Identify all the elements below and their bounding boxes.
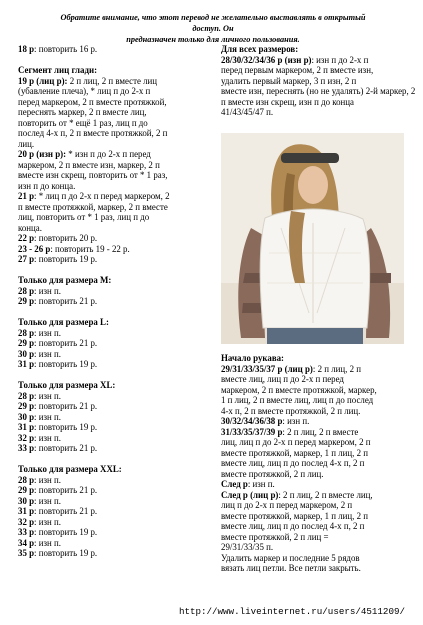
instruction-text: : повторить 19 р.: [34, 422, 98, 432]
instruction-text: вместе изн, переснять (но не удалять) 2-й маркер, 2: [221, 86, 416, 96]
row-label: 34 р: [18, 537, 35, 548]
row-label: 29 р: [18, 401, 35, 411]
instruction-text: переснять маркер, 2 п вместе лиц,: [18, 107, 147, 117]
instruction-line: [18, 118, 218, 129]
instruction-line: [221, 364, 409, 375]
instruction-line: [18, 433, 218, 444]
instruction-line: [221, 437, 409, 448]
row-label: 29 р: [18, 296, 35, 306]
row-label: 29 р: [18, 338, 35, 348]
model-photo-illustration: [221, 133, 404, 344]
instruction-line: [221, 553, 409, 564]
instruction-line: [221, 521, 409, 532]
instruction-text: вместе протяжкой, маркер, 1 п лиц, 2 п: [221, 447, 368, 458]
right-bottom-text-column: [221, 353, 409, 574]
instruction-line: [221, 511, 409, 522]
instruction-line: [221, 65, 409, 76]
row-label: 31 р: [18, 359, 35, 369]
instruction-text: вместе протяжкой, 2 п лиц =: [221, 531, 329, 542]
row-label: 28 р: [18, 327, 35, 338]
instruction-text: : повторить 21 р.: [34, 485, 98, 495]
instruction-line: [221, 97, 409, 108]
instruction-line: [18, 412, 218, 423]
instruction-line: [18, 212, 218, 223]
instruction-text: вязать лиц петли. Все петли закрыть.: [221, 563, 361, 573]
instruction-line: [18, 149, 218, 160]
instruction-text: 2 п лиц, 2 п вместе лиц: [67, 75, 158, 86]
instruction-text: повторить от * ещё 1 раз, лиц п до: [18, 117, 148, 128]
instruction-line: [18, 359, 218, 370]
row-label: 30 р: [18, 348, 35, 359]
instruction-text: : повторить 20 р.: [34, 233, 98, 243]
blank-line: [18, 454, 218, 465]
instruction-line: [18, 139, 218, 150]
instruction-line: [18, 244, 218, 255]
instruction-text: лиц.: [18, 138, 35, 149]
instruction-text: 29/31/33/35 п.: [221, 542, 274, 552]
instruction-line: [18, 517, 218, 528]
instruction-text: : изн п.: [34, 390, 61, 401]
row-label: 31 р: [18, 422, 35, 432]
instruction-text: перед первым маркером, 2 п вместе изн,: [221, 65, 374, 75]
instruction-line: [18, 160, 218, 171]
row-label: 29/31/33/35/37 р (лиц р): [221, 363, 313, 374]
instruction-text: : повторить 21 р.: [34, 506, 98, 516]
instruction-line: [18, 97, 218, 108]
instruction-text: вместе протяжкой, маркер, 1 п лиц, 2 п: [221, 510, 368, 521]
instruction-text: послед 4-х п, 2 п вместе протяжкой, 2 п: [18, 128, 168, 138]
section-heading: Только для размера M:: [18, 275, 112, 285]
instruction-line: [221, 458, 409, 469]
instruction-line: [18, 527, 218, 538]
instruction-line: [18, 128, 218, 139]
row-label: 35 р: [18, 548, 35, 558]
row-label: 22 р: [18, 233, 35, 243]
instruction-text: (убавление плеча), * лиц п до 2-х п: [18, 86, 151, 96]
row-label: След р (лиц р): [221, 489, 279, 500]
instruction-line: [18, 485, 218, 496]
instruction-line: [221, 427, 409, 438]
instruction-text: : 2 п лиц, 2 п вместе: [282, 426, 359, 437]
instruction-text: перед маркером, 2 п вместе протяжкой,: [18, 96, 167, 107]
instruction-text: лиц п до 2-х п перед маркером, 2 п: [221, 500, 353, 510]
source-url: http://www.liveinternet.ru/users/4511209/: [178, 606, 405, 617]
section-heading: Начало рукава:: [221, 353, 284, 363]
instruction-text: 1 п лиц, 2 п вместе лиц, лиц п до послед: [221, 395, 374, 405]
section-heading: Сегмент лиц глади:: [18, 65, 98, 75]
instruction-line: [18, 506, 218, 517]
instruction-line: [221, 490, 409, 501]
instruction-line: [221, 395, 409, 406]
instruction-text: удалить первый маркер, 3 п изн, 2 п: [221, 75, 357, 86]
instruction-line: [18, 170, 218, 181]
row-label: 28 р: [18, 390, 35, 401]
row-label: След р: [221, 479, 248, 489]
instruction-line: [18, 422, 218, 433]
instruction-line: [18, 475, 218, 486]
model-photo: [221, 133, 404, 344]
instruction-line: [221, 448, 409, 459]
instruction-text: : изн п.: [34, 348, 61, 359]
instruction-line: [18, 349, 218, 360]
instruction-line: [18, 86, 218, 97]
right-top-text-column: [221, 44, 416, 118]
instruction-text: : изн п.: [34, 516, 61, 527]
instruction-line: [18, 286, 218, 297]
instruction-line: [18, 191, 218, 202]
instruction-text: : повторить 21 р.: [34, 338, 98, 348]
instruction-text: : 2 п лиц, 2 п: [312, 363, 361, 374]
instruction-text: вместе протяжкой, 2 п лиц.: [221, 468, 324, 479]
instruction-line: [221, 86, 416, 97]
row-label: 28 р: [18, 474, 35, 485]
row-label: 20 р (изн р):: [18, 149, 67, 159]
instruction-text: вместе изн скрещ, повторить от * 1 раз,: [18, 170, 168, 180]
instruction-text: : повторить 19 р.: [34, 548, 98, 558]
instruction-line: [18, 223, 218, 234]
instruction-text: маркером, 2 п вместе протяжкой, маркер,: [221, 384, 377, 395]
row-label: 31/33/35/37/39 р: [221, 426, 283, 437]
row-label: 33 р: [18, 527, 35, 537]
instruction-line: [18, 538, 218, 549]
instruction-line: [221, 532, 409, 543]
row-label: 31 р: [18, 506, 35, 516]
row-label: 19 р (лиц р):: [18, 75, 68, 86]
section-heading: Только для размера XL:: [18, 380, 116, 390]
blank-line: [18, 265, 218, 276]
section-heading: Только для размера XXL:: [18, 464, 122, 474]
instruction-text: конца.: [18, 222, 42, 233]
instruction-text: изн п до конца.: [18, 180, 76, 191]
instruction-line: [18, 202, 218, 213]
instruction-text: вместе лиц, лиц п до послед 4-х п, 2 п: [221, 458, 365, 468]
instruction-line: [18, 328, 218, 339]
instruction-text: : повторить 21 р.: [34, 296, 98, 306]
instruction-text: : изн п.: [34, 495, 61, 506]
instruction-line: [18, 338, 218, 349]
instruction-text: лиц, повторить от * 1 раз, лиц п до: [18, 212, 150, 222]
row-label: 32 р: [18, 516, 35, 527]
row-label: 23 - 26 р: [18, 243, 51, 254]
instruction-line: [18, 496, 218, 507]
instruction-line: [18, 548, 218, 559]
row-label: 18 р: [18, 44, 35, 54]
instruction-text: * изн п до 2-х п перед: [66, 149, 151, 159]
instruction-line: [18, 254, 218, 265]
instruction-text: Удалить маркер и последние 5 рядов: [221, 552, 360, 563]
instruction-line: [221, 406, 409, 417]
left-text-column: [18, 44, 218, 559]
blank-line: [18, 307, 218, 318]
instruction-line: [221, 55, 409, 66]
instruction-line: [221, 542, 409, 553]
instruction-line: [18, 391, 218, 402]
instruction-text: 4-х п, 2 п вместе протяжкой, 2 п лиц.: [221, 405, 361, 416]
row-label: 30 р: [18, 495, 35, 506]
instruction-line: [221, 374, 409, 385]
instruction-text: : изн п.: [34, 411, 61, 422]
section-heading: Для всех размеров:: [221, 44, 299, 54]
instruction-text: вместе лиц, лиц п до послед 4-х п, 2 п: [221, 521, 365, 531]
section-heading: Только для размера L:: [18, 317, 109, 327]
notice-line-1: Обратите внимание, что этот перевод не желательно выставлять в открытый доступ. Он: [60, 13, 366, 33]
instruction-line: [221, 469, 409, 480]
copyright-notice: [58, 12, 368, 45]
instruction-text: : повторить 21 р.: [34, 443, 98, 453]
row-label: 21 р: [18, 191, 35, 201]
instruction-text: : повторить 21 р.: [34, 401, 98, 411]
row-label: 30/32/34/36/38 р: [221, 416, 283, 426]
instruction-text: : изн п.: [34, 537, 61, 548]
instruction-line: [221, 500, 409, 511]
row-label: 30 р: [18, 411, 35, 422]
instruction-line: [18, 443, 218, 454]
instruction-text: : изн п.: [247, 479, 275, 489]
instruction-text: : повторить 19 р.: [34, 254, 98, 264]
instruction-line: [221, 76, 409, 87]
row-label: 32 р: [18, 432, 35, 443]
instruction-text: : * лиц п до 2-х п перед маркером, 2: [34, 191, 170, 201]
instruction-line: [221, 479, 409, 490]
instruction-line: [18, 401, 218, 412]
instruction-line: [18, 107, 218, 118]
instruction-text: : повторить 19 р.: [34, 527, 98, 537]
row-label: 28 р: [18, 285, 35, 296]
instruction-text: : 2 п лиц, 2 п вместе лиц,: [278, 489, 373, 500]
instruction-line: [18, 233, 218, 244]
instruction-text: 41/43/45/47 п.: [221, 107, 274, 117]
blank-line: [18, 370, 218, 381]
instruction-text: маркером, 2 п вместе изн, маркер, 2 п: [18, 159, 160, 170]
instruction-line: [221, 385, 409, 396]
instruction-line: [221, 563, 409, 574]
instruction-text: : изн п.: [34, 285, 61, 296]
instruction-text: : повторить 19 - 22 р.: [50, 243, 130, 254]
blank-line: [18, 55, 218, 66]
instruction-text: лиц, лиц п до 2-х п перед маркером, 2 п: [221, 437, 371, 447]
instruction-text: п вместе протяжкой, маркер, 2 п вместе: [18, 201, 168, 212]
instruction-text: : повторить 19 р.: [34, 359, 98, 369]
instruction-text: : изн п.: [34, 474, 61, 485]
instruction-text: : повторить 16 р.: [34, 44, 98, 54]
row-label: 29 р: [18, 485, 35, 495]
instruction-text: : изн п до 2-х п: [311, 54, 369, 65]
row-label: 27 р: [18, 254, 35, 264]
instruction-line: [18, 44, 218, 55]
row-label: 33 р: [18, 443, 35, 453]
instruction-text: вместе лиц, лиц п до 2-х п перед: [221, 374, 344, 384]
instruction-text: : изн п.: [282, 416, 310, 426]
instruction-text: : изн п.: [34, 327, 61, 338]
row-label: 28/30/32/34/36 р (изн р): [221, 54, 312, 65]
instruction-line: [18, 296, 218, 307]
instruction-line: [221, 107, 409, 118]
instruction-text: : изн п.: [34, 432, 61, 443]
instruction-line: [18, 76, 218, 87]
instruction-line: [18, 181, 218, 192]
instruction-text: п вместе изн скрещ, изн п до конца: [221, 96, 354, 107]
instruction-line: [221, 416, 409, 427]
notice-line-2: предназначен только для личного пользования.: [126, 35, 300, 44]
